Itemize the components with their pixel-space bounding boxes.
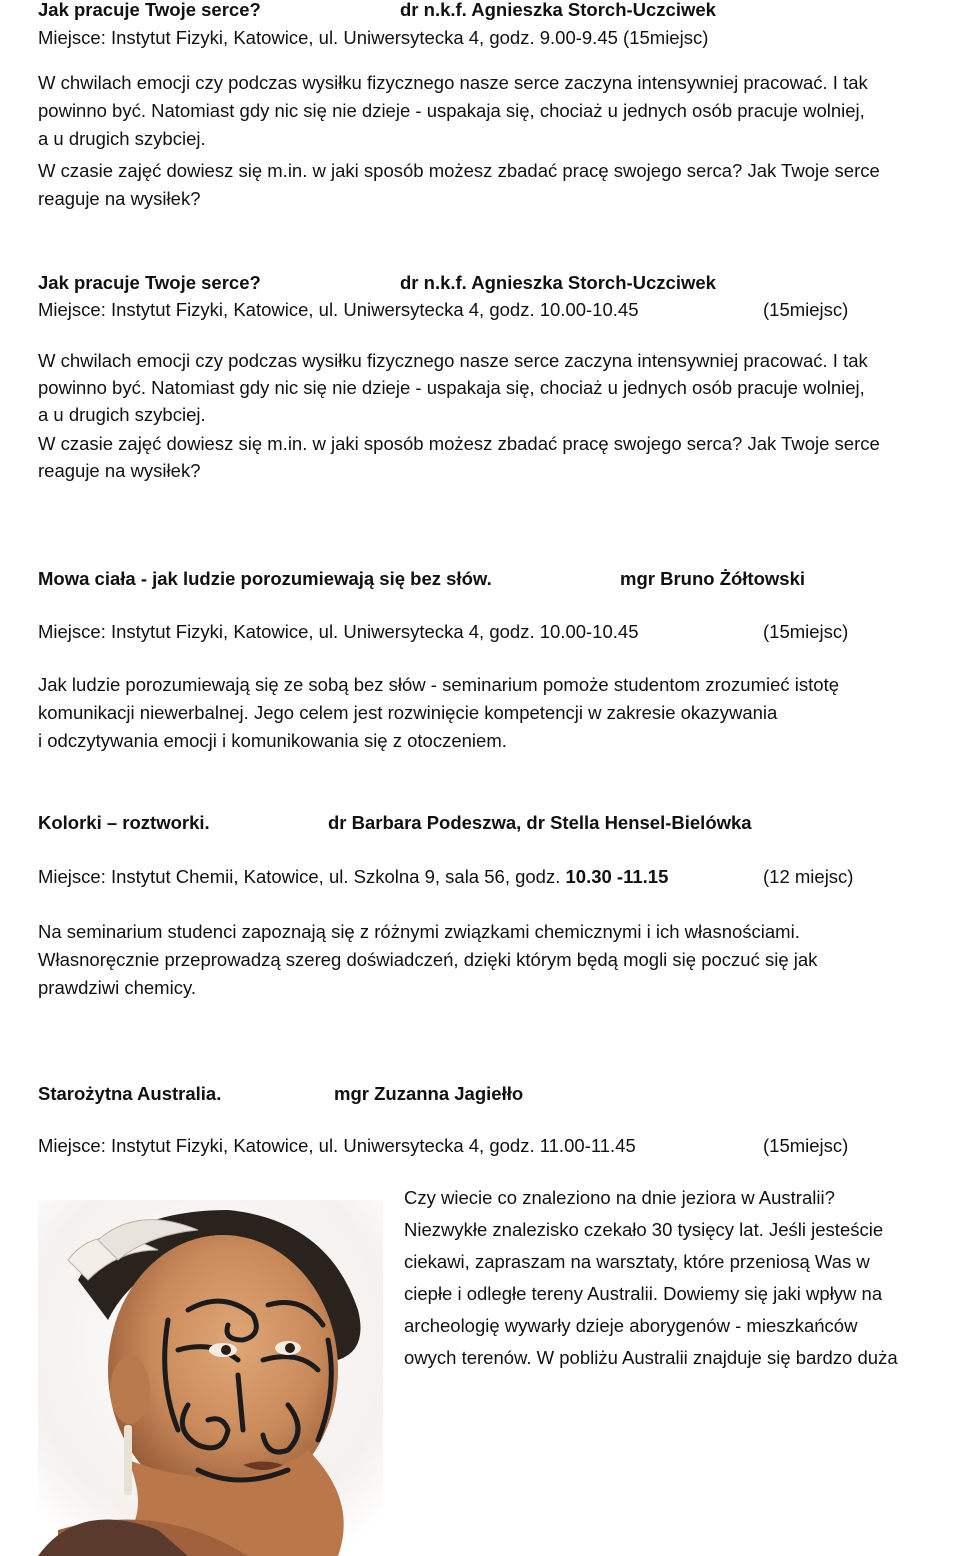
section-place-text: Miejsce: Instytut Chemii, Katowice, ul. Szkolna 9, sala 56, godz. bbox=[38, 866, 566, 887]
section-speaker: mgr Bruno Żółtowski bbox=[620, 568, 805, 589]
paragraph-line: ciekawi, zapraszam na warsztaty, które przeniosą Was w bbox=[404, 1251, 870, 1272]
paragraph-line: W czasie zajęć dowiesz się m.in. w jaki sposób możesz zbadać pracę swojego serca? Jak Twoje serce bbox=[38, 160, 880, 181]
paragraph-line: owych terenów. W pobliżu Australii znajduje się bardzo duża bbox=[404, 1347, 898, 1368]
section-title: Jak pracuje Twoje serce? bbox=[38, 0, 261, 20]
paragraph-line: reaguje na wysiłek? bbox=[38, 460, 201, 481]
paragraph-line: W chwilach emocji czy podczas wysiłku fizycznego nasze serce zaczyna intensywniej pracować. I tak bbox=[38, 72, 868, 93]
paragraph-line: prawdziwi chemicy. bbox=[38, 977, 196, 998]
paragraph-line: Na seminarium studenci zapoznają się z różnymi związkami chemicznymi i ich własnościami. bbox=[38, 921, 800, 942]
section-speaker: dr n.k.f. Agnieszka Storch-Uczciwek bbox=[400, 272, 716, 293]
section-title: Mowa ciała - jak ludzie porozumiewają się bez słów. bbox=[38, 568, 492, 589]
paragraph-line: Jak ludzie porozumiewają się ze sobą bez słów - seminarium pomoże studentom zrozumieć istotę bbox=[38, 674, 839, 695]
australia-description bbox=[404, 1182, 960, 1374]
paragraph-line: W czasie zajęć dowiesz się m.in. w jaki sposób możesz zbadać pracę swojego serca? Jak Twoje serce bbox=[38, 433, 880, 454]
section-place: Miejsce: Instytut Fizyki, Katowice, ul. Uniwersytecka 4, godz. 10.00-10.45 bbox=[38, 621, 639, 642]
section-seats: (15miejsc) bbox=[763, 1135, 849, 1156]
section-seats: (15miejsc) bbox=[763, 621, 849, 642]
section-speaker: mgr Zuzanna Jagiełło bbox=[334, 1083, 524, 1104]
section-seats: (15miejsc) bbox=[763, 299, 849, 320]
section-place bbox=[38, 864, 668, 890]
portrait-illustration bbox=[38, 1200, 383, 1556]
section-title: Jak pracuje Twoje serce? bbox=[38, 272, 261, 293]
section-place: Miejsce: Instytut Fizyki, Katowice, ul. Uniwersytecka 4, godz. 11.00-11.45 bbox=[38, 1135, 636, 1156]
tattooed-face-portrait bbox=[38, 1200, 383, 1556]
paragraph-line: Niezwykłe znalezisko czekało 30 tysięcy lat. Jeśli jesteście bbox=[404, 1219, 884, 1240]
section-place-time: 10.30 -11.15 bbox=[565, 866, 669, 887]
paragraph-line: archeologię wywarły dzieje aborygenów - mieszkańców bbox=[404, 1315, 858, 1336]
paragraph-line: powinno być. Natomiast gdy nic się nie dzieje - uspakaja się, chociaż u jednych osób pracuje wolniej, bbox=[38, 100, 865, 121]
section-title: Starożytna Australia. bbox=[38, 1083, 222, 1104]
section-place: Miejsce: Instytut Fizyki, Katowice, ul. Uniwersytecka 4, godz. 9.00-9.45 (15miejsc) bbox=[38, 27, 709, 48]
paragraph-line: reaguje na wysiłek? bbox=[38, 188, 201, 209]
section-seats: (12 miejsc) bbox=[763, 866, 854, 887]
paragraph-line: W chwilach emocji czy podczas wysiłku fizycznego nasze serce zaczyna intensywniej pracować. I tak bbox=[38, 350, 868, 371]
section-speaker: dr Barbara Podeszwa, dr Stella Hensel-Bielówka bbox=[328, 812, 752, 833]
paragraph-line: komunikacji niewerbalnej. Jego celem jest rozwinięcie kompetencji w zakresie okazywania bbox=[38, 702, 778, 723]
paragraph-line: a u drugich szybciej. bbox=[38, 404, 206, 425]
paragraph-line: Czy wiecie co znaleziono na dnie jeziora w Australii? bbox=[404, 1187, 835, 1208]
paragraph-line: powinno być. Natomiast gdy nic się nie dzieje - uspakaja się, chociaż u jednych osób pracuje wolniej, bbox=[38, 377, 865, 398]
paragraph-line: Własnoręcznie przeprowadzą szereg doświadczeń, dzięki którym będą mogli się poczuć się jak bbox=[38, 949, 818, 970]
section-title: Kolorki – roztworki. bbox=[38, 812, 210, 833]
paragraph-line: a u drugich szybciej. bbox=[38, 128, 206, 149]
section-place: Miejsce: Instytut Fizyki, Katowice, ul. Uniwersytecka 4, godz. 10.00-10.45 bbox=[38, 299, 639, 320]
paragraph-line: i odczytywania emocji i komunikowania się z otoczeniem. bbox=[38, 730, 507, 751]
section-speaker: dr n.k.f. Agnieszka Storch-Uczciwek bbox=[400, 0, 716, 20]
paragraph-line: ciepłe i odległe tereny Australii. Dowiemy się jaki wpływ na bbox=[404, 1283, 883, 1304]
